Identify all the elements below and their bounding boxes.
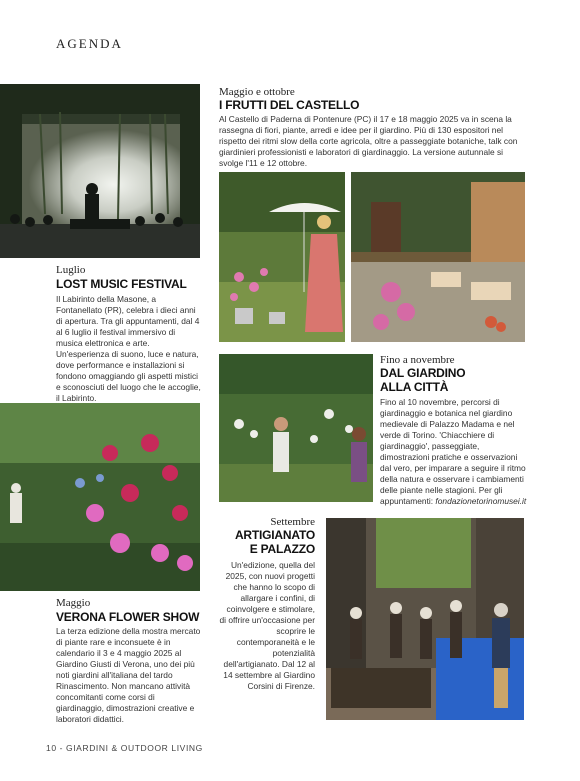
photo-artigianato-palazzo xyxy=(326,518,524,720)
event-description: Al Castello di Paderna di Pontenure (PC) il 17 e 18 maggio 2025 va in scena la rassegna di fiori, piante, arredi e idee per il giardino. Più di 130 espositori nel rispetto dei ritmi slow della corte agricola, oltre a passeggiate botaniche, talk con giardinieri professionisti e laboratori di giardinaggio. La versione autunnale si svolge l'11 e 12 ottobre. xyxy=(219,114,518,168)
photo-castello-market xyxy=(351,172,525,342)
event-date: Maggio e ottobre xyxy=(219,86,295,98)
event-description xyxy=(380,397,528,507)
section-header: AGENDA xyxy=(56,36,123,51)
event-title: I FRUTTI DEL CASTELLO xyxy=(219,98,360,112)
event-date: Maggio xyxy=(56,597,91,609)
event-title-line: ALLA CITTÀ xyxy=(380,380,449,394)
event-date: Luglio xyxy=(56,264,86,276)
event-title-line: ARTIGIANATO xyxy=(234,528,315,542)
event-description: La terza edizione della mostra mercato di piante rare e inconsuete è in calendario il 3 e 4 maggio 2025 al Giardino Giusti di Verona, uno dei più noti giardini all'italiana del tardo Rinascimento. Non mancano attività concomitanti come corsi di giardinaggio, dimostrazioni creative e laboratori didattici. xyxy=(56,626,201,724)
page-footer: 10 - GIARDINI & OUTDOOR LIVING xyxy=(46,743,203,753)
photo-giardino-citta xyxy=(219,354,373,502)
event-description-text: Fino al 10 novembre, percorsi di giardinaggio e botanica nel giardino medievale di Palazzo Madama e nel verde di Torino. 'Chiacchiere di giardinaggio', passeggiate, dimostrazioni pratiche e osservazioni dal vero, per imparare a seguire il ritmo della natura e osservare i cambiamenti delle piante nelle stagioni. Per gli appuntamenti: xyxy=(380,397,526,506)
event-date: Fino a novembre xyxy=(380,354,455,366)
event-description: Il Labirinto della Masone, a Fontanellato (PR), celebra i dieci anni di apertura. Tra gli appuntamenti, dal 4 al 6 luglio il festival immersivo di musica elettronica e arte. Un'esperienza di suono, luce e natura, dove performance e installazioni si fondono omaggiando gli aspetti mistici e sconosciuti del luogo che le accoglie, il Labirinto. xyxy=(56,294,201,403)
event-title-line: DAL GIARDINO xyxy=(380,366,466,380)
event-title: LOST MUSIC FESTIVAL xyxy=(56,277,187,291)
photo-verona-flower-show xyxy=(0,403,200,591)
event-date: Settembre xyxy=(270,516,315,528)
event-description: Un'edizione, quella del 2025, con nuovi progetti che hanno lo scopo di allargare i confini, di coinvolgere e stimolare, di offrire un'occasione per scoprire le contemporaneità e le potenzialità dell'artigianato. Dal 12 al 14 settembre al Giardino Corsini di Firenze. xyxy=(219,560,315,691)
photo-castello-woman xyxy=(219,172,345,342)
event-title-line: E PALAZZO xyxy=(249,542,315,556)
photo-lost-music-festival xyxy=(0,84,200,258)
event-title: VERONA FLOWER SHOW xyxy=(56,610,200,624)
event-website-link[interactable]: fondazionetorinomusei.it xyxy=(435,496,527,506)
